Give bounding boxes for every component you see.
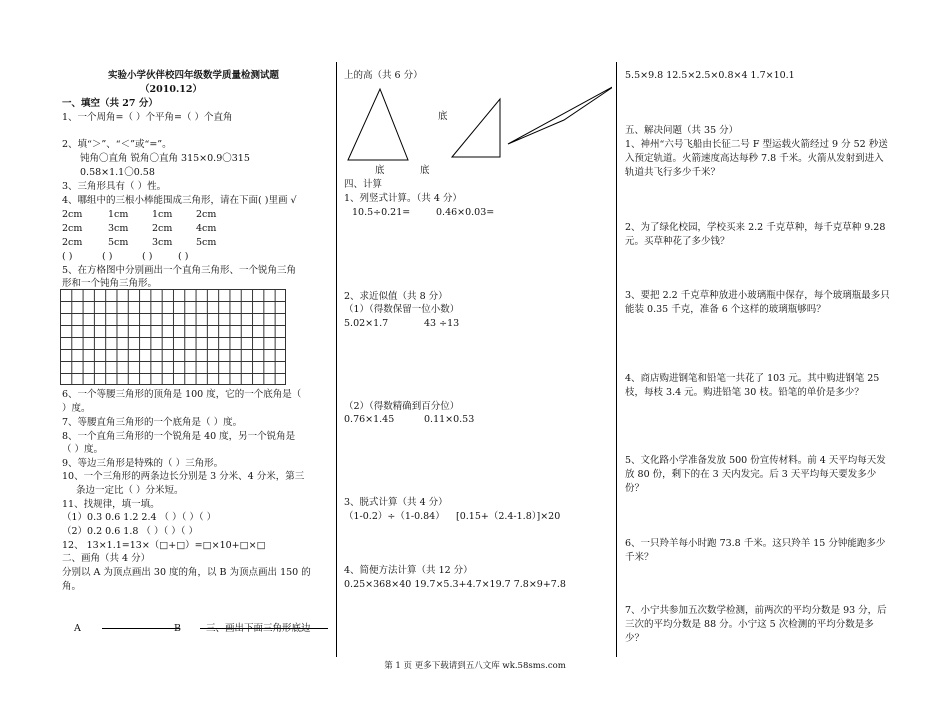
question-11: 11、找规律，填一填。 [62,499,160,510]
base-label-obtuse: 底 [420,165,430,176]
question-6-line-1: 6、一个等腰三角形的顶角是 100 度，它的一个底角是（ [62,389,302,400]
question-4: 4、哪组中的三根小棒能围成三角形，请在下面( )里画 √ [62,195,297,206]
base-label-right-triangle: 底 [438,111,448,122]
question-10-line-1: 10、一个三角形的两条边长分别是 3 分米、4 分米，第三 [62,471,305,482]
calc-4-heading: 4、简便方法计算（共 12 分） [344,565,473,576]
obtuse-triangle [508,85,612,144]
question-5-line-1: 5、在方格图中分别画出一个直角三角形、一个锐角三角 [62,265,297,276]
page-title: 实验小学伙伴校四年级数学质量检测试题 [108,70,280,81]
section-1-heading: 一、填空（共 27 分） [62,98,158,109]
section-4-heading: 四、计算 [344,179,383,190]
question-5-line-2: 形和一个钝角三角形。 [62,278,158,289]
point-b-label: B [174,623,181,634]
calc-4-items-cont: 5.5×9.8 12.5×2.5×0.8×4 1.7×10.1 [625,70,795,81]
question-2-items-a: 钝角〇直角 锐角〇直角 315×0.9〇315 [80,153,250,164]
question-11-sequence-2: （2）0.2 0.6 1.8 （ ）（ ）（ ） [62,526,198,537]
column-divider-1 [336,62,337,657]
stick-length: 2cm [62,223,83,234]
problem-7: 7、小宁共参加五次数学检测，前两次的平均分数是 93 分，后三次的平均分数是 88 分。小宁这 5 次检测的平均分数是多少？ [625,605,887,644]
calc-1-a: 10.5÷0.21= [352,207,411,218]
calc-3-b: [0.15+（2.4-1.8）]×20 [456,511,561,522]
stick-length: 3cm [108,223,129,234]
calc-3-heading: 3、脱式计算（共 4 分） [344,497,448,508]
question-3: 3、三角形具有（ ）性。 [62,181,167,192]
answer-paren: ( ) [102,251,113,262]
calc-1-b: 0.46×0.03= [436,207,495,218]
calc-2-sub-1-a: 5.02×1.7 [344,318,389,329]
question-12: 12、 13×1.1=13×（□+□）=□×10+□×□ [62,540,266,551]
question-7: 7、等腰直角三角形的一个底角是（ ）度。 [62,417,243,428]
base-label-isosceles: 底 [375,165,385,176]
calc-3-a: （1-0.2）÷（1-0.84） [344,511,445,522]
stick-length: 1cm [152,209,173,220]
stick-length: 3cm [152,237,173,248]
calc-2-sub-2: （2）（得数精确到百分位） [344,401,460,412]
isosceles-triangle [348,89,408,160]
question-11-sequence-1: （1）0.3 0.6 1.2 2.4 （ ）（ ）（ ） [62,512,217,523]
problem-5: 5、文化路小学准备发放 500 份宣传材料。前 4 天平均每天发放 80 份，剩下的在 3 天内发完。后 3 天平均每天要发多少份？ [625,455,886,494]
question-8-line-2: （ ）度。 [62,444,104,455]
section-5-heading: 五、解决问题（共 35 分） [625,125,739,136]
calc-2-heading: 2、求近似值（共 8 分） [344,291,448,302]
stick-length: 5cm [196,237,217,248]
calc-4-items: 0.25×368×40 19.7×5.3+4.7×19.7 7.8×9+7.8 [344,579,566,590]
column-divider-2 [616,62,617,657]
stick-length: 5cm [108,237,129,248]
section-3-heading-end: 上的高（共 6 分） [344,70,423,81]
question-6-line-2: ）度。 [62,403,91,414]
question-1: 1、一个周角=（ ）个平角=（ ）个直角 [62,112,233,123]
stick-length: 2cm [62,237,83,248]
right-triangle [452,99,500,157]
calc-2-sub-2-a: 0.76×1.45 [344,414,395,425]
stick-length: 2cm [196,209,217,220]
stick-length: 2cm [152,223,173,234]
question-2-items-b: 0.58×1.1〇0.58 [80,167,155,178]
problem-1: 1、神州“六号飞船由长征二号 F 型运载火箭经过 9 分 52 秒送入预定轨道。火箭速度高达每秒 7.8 千米。火箭从发射到进入轨道共飞行多少千米？ [625,139,888,178]
section-2-heading: 二、画角（共 4 分） [62,553,151,564]
calc-2-sub-2-b: 0.11×0.53 [424,414,475,425]
question-9: 9、等边三角形是特殊的（ ）三角形。 [62,458,224,469]
answer-paren: ( ) [178,251,189,262]
section-3-heading-start: 三、画出下面三角形底边 [206,623,311,634]
question-8-line-1: 8、一个直角三角形的一个锐角是 40 度，另一个锐角是 [62,431,296,442]
stick-length: 4cm [196,223,217,234]
drawing-grid[interactable] [60,289,286,385]
answer-paren: ( ) [62,251,73,262]
section-2-text-2: 角。 [62,581,82,592]
calc-1-heading: 1、列竖式计算。（共 4 分） [344,193,462,204]
problem-2: 2、为了绿化校园，学校买来 2.2 千克草种，每千克草种 9.28 元。买草种花了多少钱？ [625,222,886,247]
problem-4: 4、商店购进钢笔和铅笔一共花了 103 元。其中购进钢笔 25 枝，每枝 3.4 元。购进铅笔 30 枝。铅笔的单价是多少？ [625,373,880,398]
calc-2-sub-1: （1）（得数保留一位小数） [344,304,460,315]
point-a-label: A [74,623,81,634]
problem-6: 6、一只羚羊每小时跑 73.8 千米。这只羚羊 15 分钟能跑多少千米？ [625,538,886,563]
question-10-line-2: 条边一定比（ ）分米短。 [76,485,184,496]
question-2: 2、填“＞”、“＜”或“=”。 [62,139,172,150]
answer-paren: ( ) [142,251,153,262]
page-footer: 第 1 页 更多下载请到五八文库 wk.58sms.com [384,661,566,671]
exam-date: （2010.12） [140,84,202,95]
stick-length: 2cm [62,209,83,220]
calc-2-sub-1-b: 43 ÷13 [424,318,460,329]
segment-ab [102,628,180,629]
stick-length: 1cm [108,209,129,220]
section-2-text-1: 分别以 A 为顶点画出 30 度的角，以 B 为顶点画出 150 的 [62,567,311,578]
problem-3: 3、要把 2.2 千克草种放进小玻璃瓶中保存，每个玻璃瓶最多只能装 0.35 千克，准备 6 个这样的玻璃瓶够吗？ [625,290,890,315]
